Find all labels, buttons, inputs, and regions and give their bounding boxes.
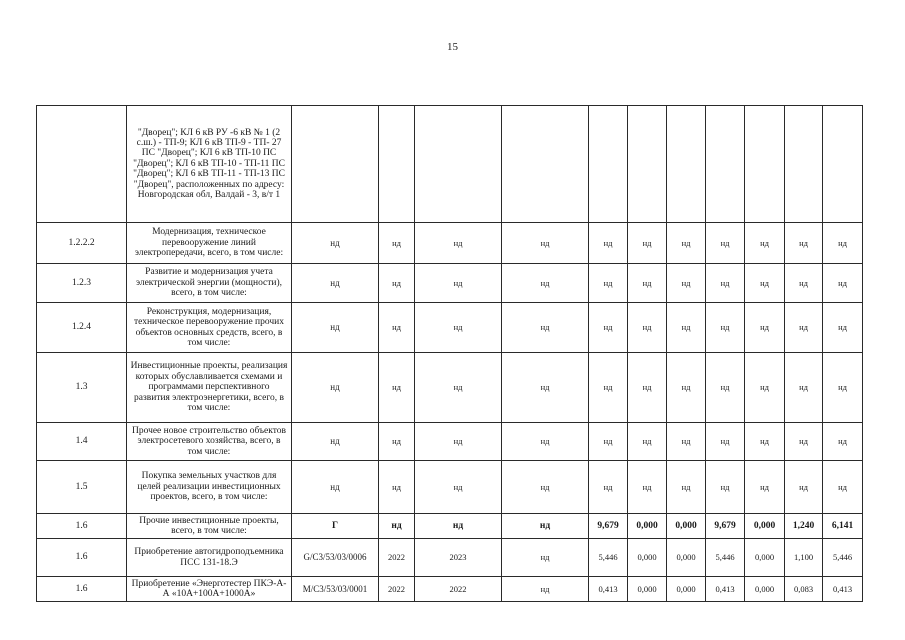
row-year-start: нд (379, 223, 415, 264)
row-value: 9,679 (589, 514, 628, 539)
row-value: нд (823, 303, 863, 353)
row-value: 0,413 (589, 577, 628, 602)
row-cost: нд (502, 539, 589, 577)
table-row (37, 514, 863, 539)
row-year-end: нд (415, 461, 502, 514)
row-number: 1.6 (37, 577, 127, 602)
row-value: нд (745, 264, 785, 303)
row-value: нд (706, 461, 745, 514)
row-year-start: нд (379, 303, 415, 353)
row-number (37, 106, 127, 223)
row-value: нд (706, 223, 745, 264)
row-value: нд (667, 461, 706, 514)
row-year-start (379, 106, 415, 223)
row-value: нд (589, 423, 628, 461)
row-year-start: нд (379, 353, 415, 423)
row-value: нд (667, 303, 706, 353)
row-value: нд (667, 423, 706, 461)
row-identifier: нд (292, 303, 379, 353)
page-number: 15 (447, 41, 458, 53)
table-row (37, 106, 863, 223)
row-name: Реконструкция, модернизация, техническое перевооружение прочих объектов основных средств, всего, в том числе: (127, 303, 292, 353)
row-identifier: нд (292, 223, 379, 264)
row-value: нд (745, 303, 785, 353)
row-value: нд (667, 223, 706, 264)
row-cost: нд (502, 303, 589, 353)
row-value: 0,000 (628, 539, 667, 577)
row-value: нд (823, 353, 863, 423)
row-value (823, 106, 863, 223)
row-number: 1.5 (37, 461, 127, 514)
row-value: нд (823, 423, 863, 461)
row-year-end: нд (415, 303, 502, 353)
row-value: нд (628, 303, 667, 353)
row-value: нд (745, 423, 785, 461)
row-identifier: нд (292, 423, 379, 461)
row-year-start: нд (379, 264, 415, 303)
row-year-start: нд (379, 461, 415, 514)
row-value: 5,446 (823, 539, 863, 577)
row-value: нд (745, 223, 785, 264)
row-number: 1.4 (37, 423, 127, 461)
row-value: нд (785, 264, 823, 303)
row-number: 1.2.2.2 (37, 223, 127, 264)
row-value: нд (745, 353, 785, 423)
row-year-end: нд (415, 423, 502, 461)
row-value: нд (628, 223, 667, 264)
row-name: Приобретение автогидроподъемника ПСС 131-18.Э (127, 539, 292, 577)
row-value: 9,679 (706, 514, 745, 539)
row-value: нд (628, 264, 667, 303)
row-value (706, 106, 745, 223)
row-identifier: G/C3/53/03/0006 (292, 539, 379, 577)
row-year-end: нд (415, 353, 502, 423)
row-value: нд (628, 461, 667, 514)
row-value: 0,000 (628, 577, 667, 602)
row-value: 0,413 (706, 577, 745, 602)
row-year-start: 2022 (379, 539, 415, 577)
row-value: нд (823, 461, 863, 514)
row-value: нд (667, 264, 706, 303)
row-name: Прочее новое строительство объектов электросетевого хозяйства, всего, в том числе: (127, 423, 292, 461)
row-value: нд (589, 264, 628, 303)
row-cost (502, 106, 589, 223)
row-identifier: нд (292, 461, 379, 514)
row-cost: нд (502, 223, 589, 264)
row-cost: нд (502, 577, 589, 602)
row-identifier: M/C3/53/03/0001 (292, 577, 379, 602)
row-value: 0,000 (628, 514, 667, 539)
row-value (667, 106, 706, 223)
row-value: нд (706, 264, 745, 303)
table-row (37, 539, 863, 577)
table-row (37, 353, 863, 423)
row-value: нд (785, 303, 823, 353)
investment-projects-table (36, 105, 863, 602)
table-row (37, 577, 863, 602)
row-value: 0,000 (667, 577, 706, 602)
table-row (37, 264, 863, 303)
row-value: нд (823, 223, 863, 264)
row-year-end: нд (415, 223, 502, 264)
row-value: 6,141 (823, 514, 863, 539)
table-row (37, 461, 863, 514)
row-year-start: нд (379, 514, 415, 539)
row-number: 1.3 (37, 353, 127, 423)
row-value: нд (785, 353, 823, 423)
row-value (745, 106, 785, 223)
row-value: 5,446 (589, 539, 628, 577)
row-value: 0,000 (667, 514, 706, 539)
table-row (37, 423, 863, 461)
row-value: нд (706, 353, 745, 423)
row-cost: нд (502, 514, 589, 539)
row-value: нд (628, 423, 667, 461)
row-value: 0,000 (745, 577, 785, 602)
row-number: 1.2.4 (37, 303, 127, 353)
row-identifier: Г (292, 514, 379, 539)
row-value: нд (823, 264, 863, 303)
row-year-end: нд (415, 514, 502, 539)
row-identifier (292, 106, 379, 223)
row-value: нд (785, 423, 823, 461)
row-identifier: нд (292, 264, 379, 303)
row-cost: нд (502, 264, 589, 303)
row-value: нд (667, 353, 706, 423)
row-year-end: нд (415, 264, 502, 303)
row-name: Приобретение «Энерготестер ПКЭ-А-А «10А+100А+1000А» (127, 577, 292, 602)
row-value: нд (589, 303, 628, 353)
row-value: 0,413 (823, 577, 863, 602)
row-number: 1.6 (37, 514, 127, 539)
row-name: Прочие инвестиционные проекты, всего, в том числе: (127, 514, 292, 539)
row-number: 1.2.3 (37, 264, 127, 303)
row-name: "Дворец"; КЛ 6 кВ РУ -6 кВ № 1 (2 с.ш.) - ТП-9; КЛ 6 кВ ТП-9 - ТП- 27 ПС "Дворец"; КЛ 6 кВ ТП-10 ПС "Дворец"; КЛ 6 кВ ТП-10 - ТП-11 ПС "Дворец"; КЛ 6 кВ ТП-11 - ТП-13 ПС "Дворец", расположенных по адресу: Новгородская обл, Валдай - 3, в/т 1 (127, 106, 292, 223)
row-value: нд (628, 353, 667, 423)
row-value: 0,000 (667, 539, 706, 577)
table-row (37, 223, 863, 264)
row-year-end (415, 106, 502, 223)
row-value: 5,446 (706, 539, 745, 577)
row-year-start: нд (379, 423, 415, 461)
row-name: Покупка земельных участков для целей реализации инвестиционных проектов, всего, в том числе: (127, 461, 292, 514)
row-value: нд (589, 461, 628, 514)
row-value (589, 106, 628, 223)
row-name: Модернизация, техническое перевооружение линий электропередачи, всего, в том числе: (127, 223, 292, 264)
row-value (628, 106, 667, 223)
row-value: 0,000 (745, 514, 785, 539)
row-number: 1.6 (37, 539, 127, 577)
row-identifier: нд (292, 353, 379, 423)
row-cost: нд (502, 353, 589, 423)
row-value: нд (706, 303, 745, 353)
row-value: нд (785, 461, 823, 514)
row-value (785, 106, 823, 223)
row-value: нд (785, 223, 823, 264)
row-value: 1,100 (785, 539, 823, 577)
row-value: нд (589, 223, 628, 264)
table-row (37, 303, 863, 353)
row-cost: нд (502, 461, 589, 514)
row-name: Инвестиционные проекты, реализация которых обуславливается схемами и программами перспективного развития электроэнергетики, всего, в том числе: (127, 353, 292, 423)
row-cost: нд (502, 423, 589, 461)
row-year-end: 2022 (415, 577, 502, 602)
row-year-end: 2023 (415, 539, 502, 577)
row-value: 0,083 (785, 577, 823, 602)
row-value: 0,000 (745, 539, 785, 577)
row-value: нд (745, 461, 785, 514)
row-name: Развитие и модернизация учета электрической энергии (мощности), всего, в том числе: (127, 264, 292, 303)
row-year-start: 2022 (379, 577, 415, 602)
row-value: нд (589, 353, 628, 423)
row-value: 1,240 (785, 514, 823, 539)
row-value: нд (706, 423, 745, 461)
